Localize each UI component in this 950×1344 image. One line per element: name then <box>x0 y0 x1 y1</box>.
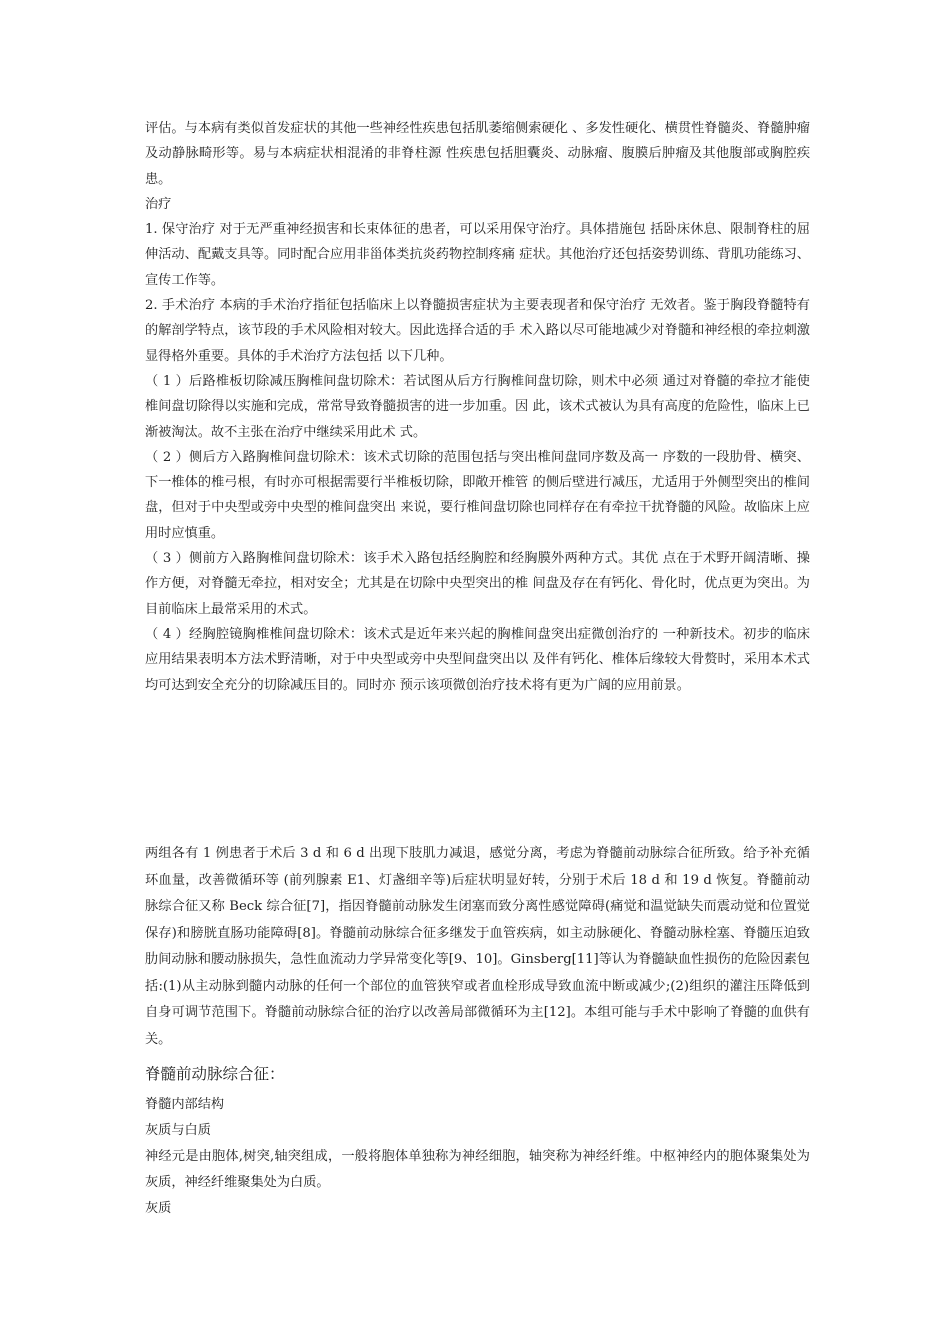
paragraph-method-1: （ 1 ）后路椎板切除减压胸椎间盘切除术：若试图从后方行胸椎间盘切除，则术中必须 通过对脊髓的牵拉才能使椎间盘切除得以实施和完成，常常导致脊髓损害的进一步加重。因 此，该术式被认为具有高度的危险性，临床上已渐被淘汰。故不主张在治疗中继续采用此术 式。 <box>145 373 810 440</box>
paragraph-neuron: 神经元是由胞体,树突,轴突组成，一般将胞体单独称为神经细胞，轴突称为神经纤维。中枢神经内的胞体聚集处为灰质，神经纤维聚集处为白质。 <box>145 1149 810 1190</box>
case-section <box>145 841 810 1053</box>
treatment-section <box>145 116 810 698</box>
paragraph-conservative-treatment: 1. 保守治疗 对于无严重神经损害和长束体征的患者，可以采用保守治疗。具体措施包 括卧床休息、限制脊柱的屈伸活动、配戴支具等。同时配合应用非甾体类抗炎药物控制疼痛 症状。其他治疗还包括姿势训练、背肌功能练习、宣传工作等。 <box>145 222 810 288</box>
subheading-gray-white-matter: 灰质与白质 <box>145 1123 211 1138</box>
paragraph-surgical-treatment: 2. 手术治疗 本病的手术治疗指征包括临床上以脊髓损害症状为主要表现者和保守治疗 无效者。鉴于胸段脊髓特有的解剖学特点，该节段的手术风险相对较大。因此选择合适的手 术入路以尽可能地减少对脊髓和神经根的牵拉刺激显得格外重要。具体的手术治疗方法包括 以下几种。 <box>145 298 810 364</box>
heading-treatment: 治疗 <box>145 196 172 212</box>
paragraph-method-4: （ 4 ）经胸腔镜胸椎椎间盘切除术：该术式是近年来兴起的胸椎间盘突出症微创治疗的 一种新技术。初步的临床应用结果表明本方法术野清晰，对于中央型或旁中央型间盘突出以 及伴有钙化、椎体后缘较大骨赘时，采用本术式均可达到安全充分的切除减压目的。同时亦 预示该项微创治疗技术将有更为广阔的应用前景。 <box>145 626 810 693</box>
paragraph-case-report: 两组各有 1 例患者于术后 3 d 和 6 d 出现下肢肌力减退，感觉分离，考虑为脊髓前动脉综合征所致。给予补充循环血量，改善微循环等 (前列腺素 E1、灯盏细辛等)后症状明显好转，分别于术后 18 d 和 19 d 恢复。脊髓前动脉综合征又称 Beck 综合征[7]，指因脊髓前动脉发生闭塞而致分离性感觉障碍(痛觉和温觉缺失而震动觉和位置觉保存)和膀胱直肠功能障碍[8]。脊髓前动脉综合征多继发于血管疾病，如主动脉硬化、脊髓动脉栓塞、脊髓压迫致肋间动脉和腰动脉损失，急性血流动力学异常变化等[9、10]。Ginsberg[11]等认为脊髓缺血性损伤的危险因素包括:(1)从主动脉到髓内动脉的任何一个部位的血管狭窄或者血栓形成导致血流中断或减少;(2)组织的灌注压降低到自身可调节范围下。脊髓前动脉综合征的治疗以改善局部微循环为主[12]。本组可能与手术中影响了脊髓的血供有关。 <box>145 846 810 1047</box>
subheading-gray-matter: 灰质 <box>145 1201 172 1216</box>
paragraph-method-2: （ 2 ）侧后方入路胸椎间盘切除术：该术式切除的范围包括与突出椎间盘同序数及高一 序数的一段肋骨、横突、下一椎体的椎弓根，有时亦可根据需要行半椎板切除，即敞开椎管 的侧后壁进行减压，尤适用于外侧型突出的椎间盘，但对于中央型或旁中央型的椎间盘突出 来说，要行椎间盘切除也同样存在有牵拉干扰脊髓的风险。故临床上应用时应慎重。 <box>145 449 810 541</box>
subheading-internal-structure: 脊髓内部结构 <box>145 1097 225 1112</box>
paragraph-method-3: （ 3 ）侧前方入路胸椎间盘切除术：该手术入路包括经胸腔和经胸膜外两种方式。其优 点在于术野开阔清晰、操作方便，对脊髓无牵拉，相对安全；尤其是在切除中央型突出的椎 间盘及存在有钙化、骨化时，优点更为突出。为目前临床上最常采用的术式。 <box>145 551 810 617</box>
heading-anterior-spinal-artery-syndrome: 脊髓前动脉综合征： <box>145 1065 285 1083</box>
paragraph-evaluation: 评估。与本病有类似首发症状的其他一些神经性疾患包括肌萎缩侧索硬化 、多发性硬化、横贯性脊髓炎、脊髓肿瘤及动静脉畸形等。易与本病症状相混淆的非脊柱源 性疾患包括胆囊炎、动脉瘤、腹膜后肿瘤及其他腹部或胸腔疾患。 <box>145 121 810 187</box>
anatomy-section <box>145 1060 810 1222</box>
